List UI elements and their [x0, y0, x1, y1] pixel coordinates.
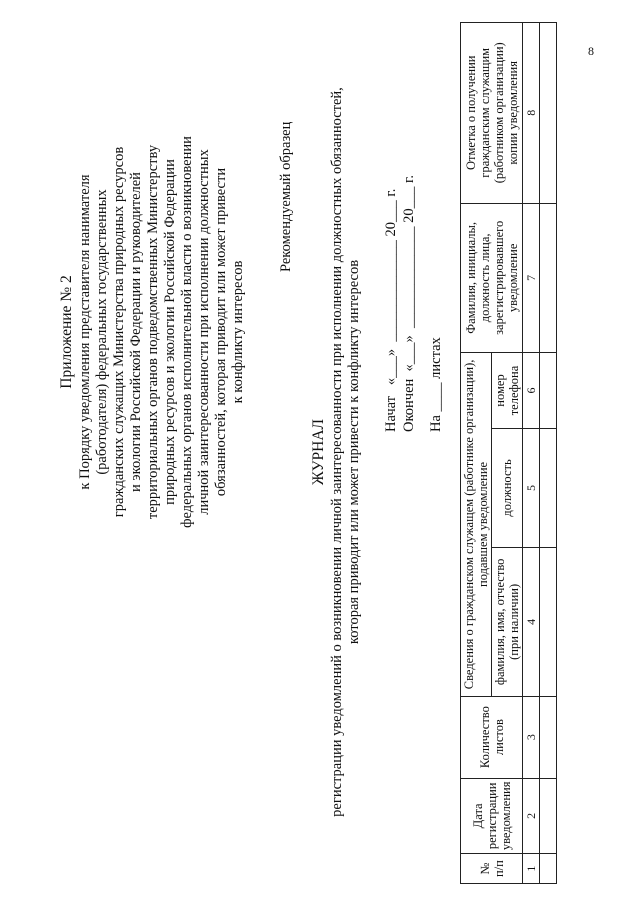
journal-dates: [382, 175, 418, 432]
date-started: Начат «___» ______________ 20___ г.: [383, 188, 399, 432]
column-number: 5: [523, 428, 540, 547]
header-position: должность: [492, 428, 523, 547]
sample-label: Рекомендуемый образец: [278, 121, 294, 272]
empty-cell: [540, 428, 557, 547]
appendix-line: территориальных органов подведомственных Министерству: [145, 144, 161, 520]
appendix-line: природных ресурсов и экологии Российской Федерации: [162, 159, 178, 505]
appendix-line: личной заинтересованности при исполнении должностных: [196, 149, 212, 515]
appendix-line: к конфликту интересов: [230, 260, 246, 404]
column-number: 4: [523, 548, 540, 697]
appendix-line: (работодателя) федеральных государственных: [94, 189, 110, 475]
table-row-empty: [540, 23, 557, 884]
date-ended: Окончен «___» ______________ 20___ г.: [401, 175, 417, 432]
column-number: 6: [523, 353, 540, 429]
appendix-line: обязанностей, которая приводит или может привести: [213, 167, 229, 497]
journal-heading: [310, 72, 363, 832]
column-number: 1: [523, 854, 540, 884]
header-number: № п/п: [461, 854, 523, 884]
header-employee-info: Сведения о гражданском служащем (работнике организации), подавшем уведомление: [461, 353, 492, 697]
appendix-line: федеральных органов исполнительной власти о возникновении: [179, 136, 195, 528]
empty-cell: [540, 696, 557, 778]
column-number: 8: [523, 23, 540, 204]
header-phone: номер телефона: [492, 353, 523, 429]
column-number: 2: [523, 778, 540, 854]
journal-subtitle-line-1: регистрации уведомлений о возникновении личной заинтересованности при исполнении должностных обязанностей,: [329, 87, 345, 817]
header-sheet-count: Количество листов: [461, 696, 523, 778]
appendix-line: к Порядку уведомления представителя нанимателя: [77, 174, 93, 490]
empty-cell: [540, 23, 557, 204]
rotated-page-content: [10, 12, 630, 892]
empty-cell: [540, 203, 557, 353]
empty-cell: [540, 854, 557, 884]
journal-subtitle-line-2: которая приводит или может привести к конфликту интересов: [346, 259, 362, 645]
sheet-count: На ____ листах: [428, 337, 444, 432]
journal-table: [460, 22, 557, 884]
header-registrar: Фамилия, инициалы, должность лица, зарегистрировавшего уведомление: [461, 203, 523, 353]
appendix-line: гражданских служащих Министерства природных ресурсов: [111, 146, 127, 518]
column-number: 7: [523, 203, 540, 353]
appendix-title: Приложение № 2: [58, 275, 75, 389]
header-registration-date: Дата регистрации уведомления: [461, 778, 523, 854]
appendix-line: и экологии Российской Федерации и руководителей: [128, 172, 144, 492]
empty-cell: [540, 548, 557, 697]
empty-cell: [540, 353, 557, 429]
journal-title: ЖУРНАЛ: [310, 418, 327, 486]
table-row-column-numbers: [523, 23, 540, 884]
empty-cell: [540, 778, 557, 854]
page-number: 8: [588, 44, 594, 58]
header-full-name: фамилия, имя, отчество (при наличии): [492, 548, 523, 697]
appendix-header: [58, 92, 247, 572]
header-receipt-mark: Отметка о получении гражданским служащим (работником организации) копии уведомления: [461, 23, 523, 204]
column-number: 3: [523, 696, 540, 778]
